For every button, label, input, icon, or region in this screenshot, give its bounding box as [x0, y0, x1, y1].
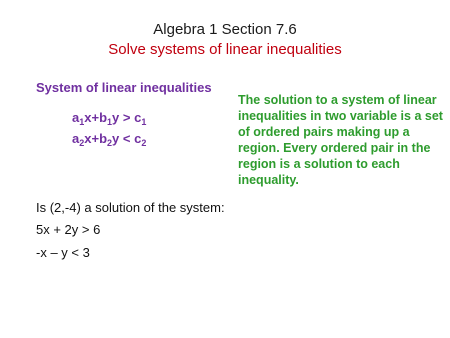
ineq1-a-sub: 1	[79, 117, 85, 127]
inequality-2	[72, 131, 146, 147]
slide-title: Algebra 1 Section 7.6	[153, 21, 297, 38]
question-inequality-2: -x – y < 3	[36, 245, 90, 260]
ineq2-a-sub: 2	[79, 138, 85, 148]
ineq1-a: a	[72, 110, 80, 125]
ineq1-xb: x+b	[84, 110, 108, 125]
ineq2-xb: x+b	[84, 131, 108, 146]
ineq1-c-sub: 1	[141, 117, 147, 127]
solution-definition: The solution to a system of linear inequalities in two variable is a set of ordered pairs making up a region. Every ordered pair in the region is a solution to each inequality.	[238, 93, 443, 187]
ineq2-b-sub: 2	[107, 138, 113, 148]
question-inequality-1: 5x + 2y > 6	[36, 222, 101, 237]
inequality-1	[72, 110, 146, 126]
slide-subtitle: Solve systems of linear inequalities	[108, 41, 342, 58]
question-prompt: Is (2,-4) a solution of the system:	[36, 200, 225, 215]
ineq1-yc: y > c	[112, 110, 142, 125]
ineq2-a: a	[72, 131, 80, 146]
ineq1-b-sub: 1	[107, 117, 113, 127]
system-heading: System of linear inequalities	[36, 80, 212, 95]
ineq2-yc: y < c	[112, 131, 142, 146]
ineq2-c-sub: 2	[141, 138, 147, 148]
